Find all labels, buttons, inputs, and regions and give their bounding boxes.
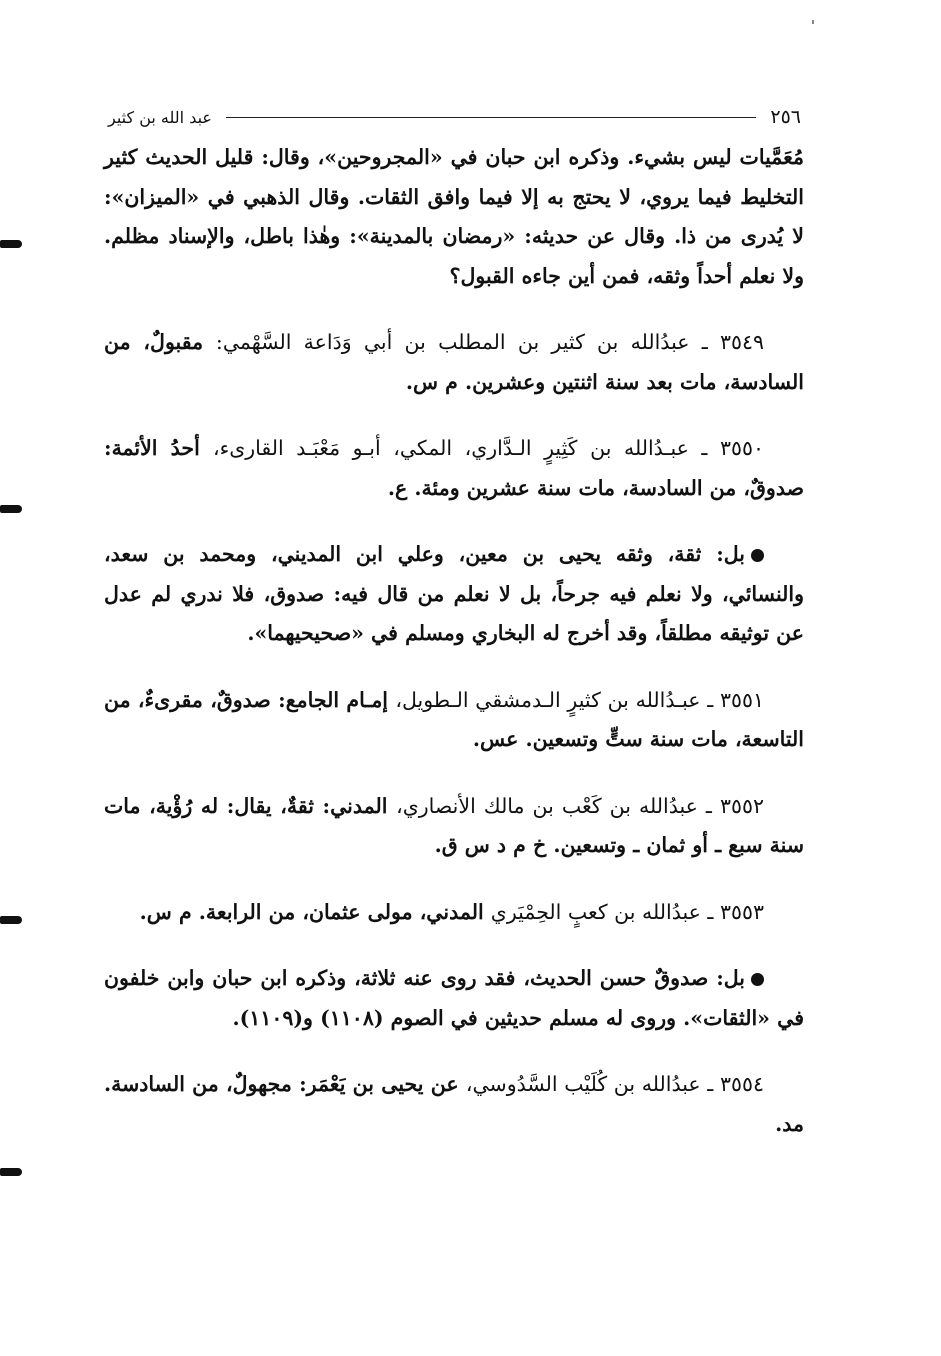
entry-grading: المدني، مولى عثمان، من الرابعة. م س.	[139, 899, 491, 924]
bullet-icon	[751, 973, 764, 986]
page-number: ٢٥٦	[770, 106, 801, 128]
entry-grading: أحدُ الأئمة: صدوقٌ، من السادسة، مات سنة عشرين ومئة. ع.	[104, 436, 804, 500]
entry-grading: المدني: ثقةٌ، يقال: له رُؤْية، مات سنة سبع ـ أو ثمان ـ وتسعين. خ م د س ق.	[104, 793, 804, 857]
page-body	[104, 138, 804, 1171]
entry-name: ٣٥٥١ ـ عبـدُالله بن كثيرٍ الـدمشقي الـطويل،	[395, 687, 764, 712]
comment-3550	[104, 535, 804, 654]
header-rule	[226, 117, 756, 118]
entry-3549	[104, 323, 804, 402]
comment-text: بل: ثقة، وثقه يحيى بن معين، وعلي ابن المديني، ومحمد بن سعد، والنسائي، ولا نعلم فيه جرحاً، بل لا نعلم من قال فيه: صدوق، فلا ندري لم عدل عن توثيقه مطلقاً، وقد أخرج له البخاري ومسلم في «صحيحيهما».	[104, 542, 804, 645]
entry-3550	[104, 429, 804, 508]
entry-name: ٣٥٥٠ ـ عبـدُالله بن كَثِيرٍ الـدَّاري، المكي، أبـو مَعْبَـد القارىء،	[212, 436, 765, 460]
entry-grading: عن يحيى بن يَعْمَر: مجهولٌ، من السادسة. مد.	[104, 1072, 804, 1136]
margin-mark	[0, 505, 22, 513]
entry-name: ٣٥٤٩ ـ عبدُالله بن كثير بن المطلب بن أبي وَدَاعة السَّهْمي:	[215, 330, 764, 354]
page-header	[108, 102, 801, 132]
corner-speck	[812, 20, 814, 24]
comment-3553	[104, 959, 804, 1038]
comment-text: بل: صدوقٌ حسن الحديث، فقد روى عنه ثلاثة، وذكره ابن حبان وابن خلفون في «الثقات». وروى له مسلم حديثين في الصوم (١١٠٨) و(١١٠٩).	[104, 966, 804, 1030]
bullet-icon	[751, 549, 764, 562]
running-title: عبد الله بن كثير	[108, 107, 212, 127]
entry-3551	[104, 681, 804, 760]
entry-name: ٣٥٥٣ ـ عبدُالله بن كعبٍ الحِمْيَري	[490, 899, 764, 924]
entry-3554	[104, 1065, 804, 1144]
entry-3552	[104, 787, 804, 866]
continuation-paragraph: مُعَمَّيات ليس بشيء. وذكره ابن حبان في «المجروحين»، وقال: قليل الحديث كثير التخليط فيما يروي، لا يحتج به إلا فيما وافق الثقات. وقال الذهبي في «الميزان»: لا يُدرى من ذا. وقال عن حديثه: «رمضان بالمدينة»: وهٰذا باطل، والإسناد مظلم. ولا نعلم أحداً وثقه، فمن أين جاءه القبول؟	[104, 145, 804, 288]
entry-3553	[104, 893, 804, 933]
margin-mark	[0, 1168, 22, 1176]
margin-mark	[0, 240, 22, 248]
entry-grading: إمـام الجامع: صدوقٌ، مقرىءٌ، من التاسعة، مات سنة ستٍّ وتسعين. عس.	[104, 687, 804, 751]
entry-name: ٣٥٥٤ ـ عبدُالله بن كُلَيْب السَّدُوسي،	[465, 1072, 764, 1096]
entry-name: ٣٥٥٢ ـ عبدُالله بن كَعْب بن مالك الأنصاري،	[396, 793, 764, 818]
entry-grading: مقبولٌ، من السادسة، مات بعد سنة اثنتين وعشرين. م س.	[104, 330, 804, 394]
margin-mark	[0, 916, 22, 924]
